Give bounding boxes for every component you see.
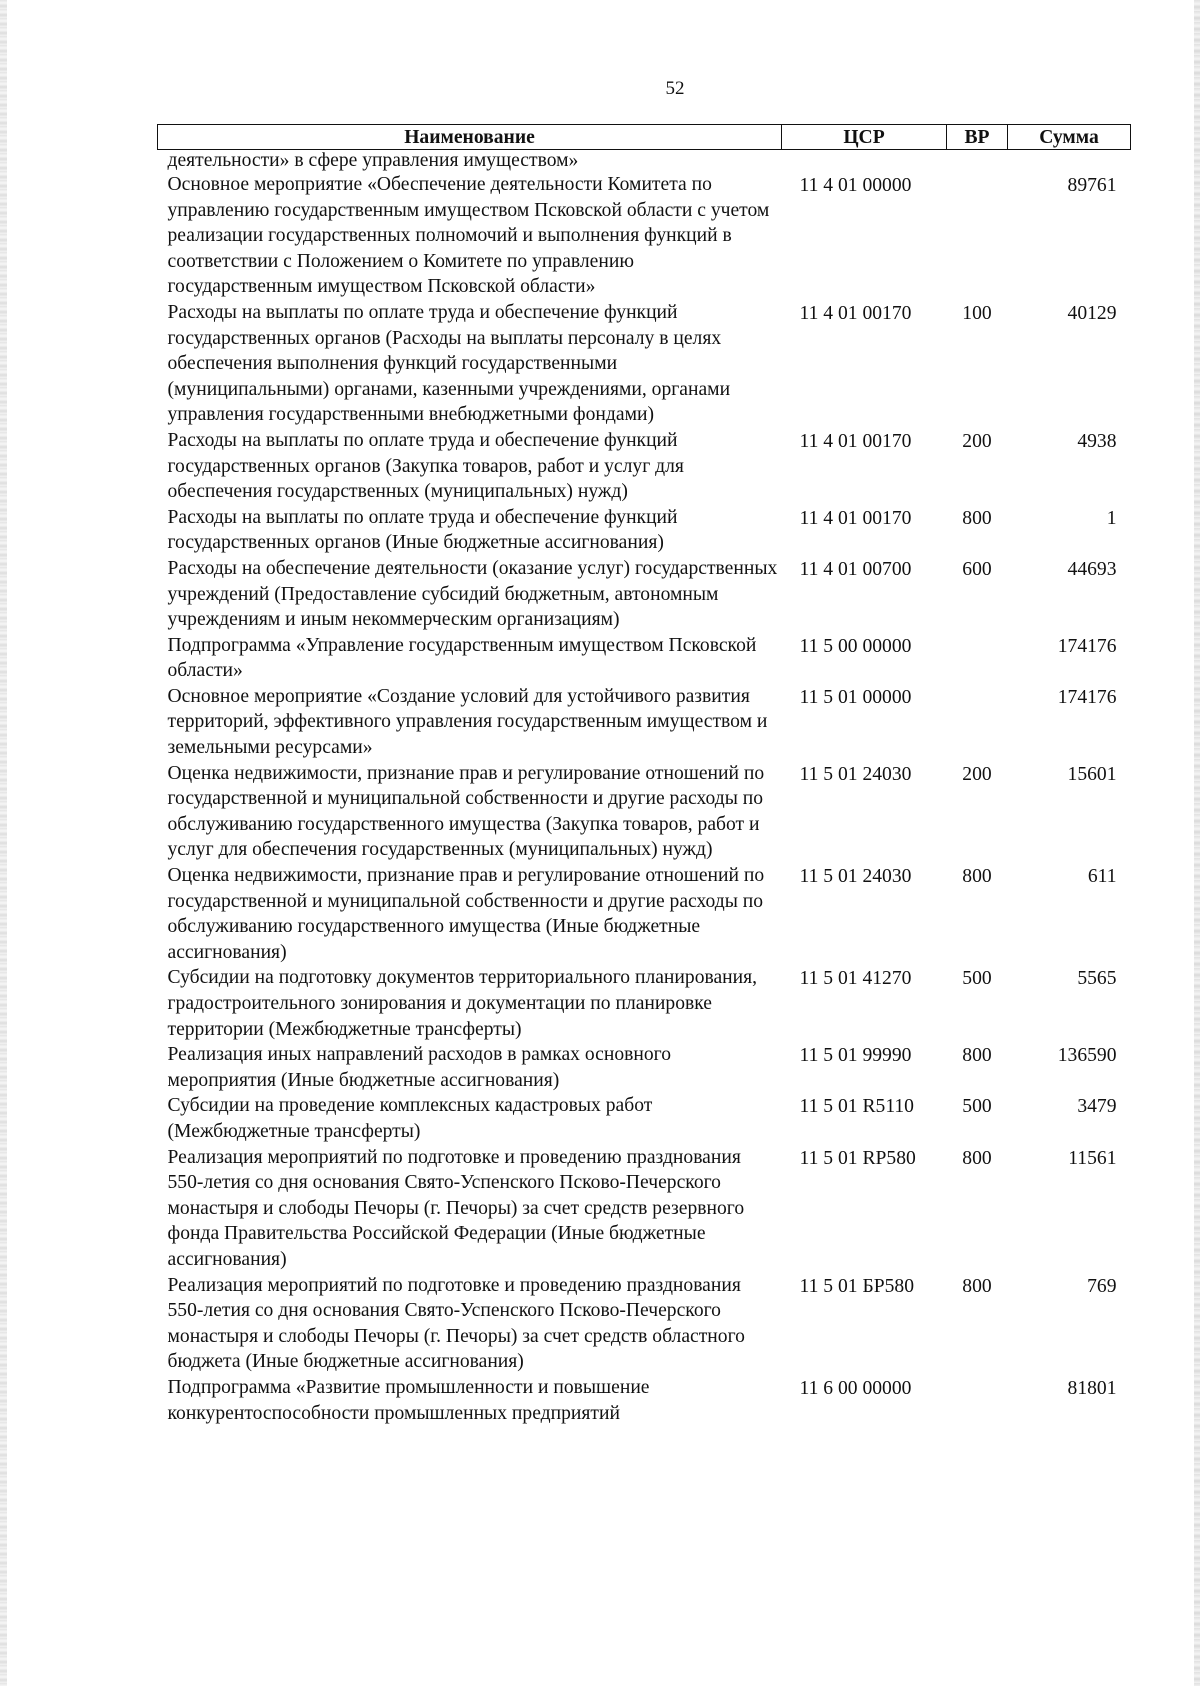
table-body xyxy=(158,150,1131,1427)
row-csr: 11 5 01 24030 xyxy=(799,763,912,785)
row-name: Расходы на выплаты по оплате труда и обеспечение функций государственных органов (Расходы на выплаты персоналу в целях обеспечения выполнения функций государственными (муниципальными) органами, казенными учреждениями, органами управления государственными внебюджетными фондами) xyxy=(167,301,731,426)
row-csr: 11 4 01 00000 xyxy=(799,175,912,196)
row-name: Расходы на выплаты по оплате труда и обеспечение функций государственных органов (Иные бюджетные ассигнования) xyxy=(167,506,678,554)
table-row xyxy=(158,1375,1131,1426)
row-vr: 500 xyxy=(962,1096,992,1118)
row-csr: 11 5 01 R5110 xyxy=(799,1096,914,1118)
budget-table xyxy=(157,124,1131,1426)
row-sum: 40129 xyxy=(1067,302,1117,324)
row-vr: 800 xyxy=(962,866,992,888)
row-name: Оценка недвижимости, признание прав и регулирование отношений по государственной и муниципальной собственности и другие расходы по обслуживанию государственного имущества (Закупка товаров, работ и услуг для обеспечения государственных (муниципальных) нужд) xyxy=(167,762,765,861)
row-csr: 11 5 01 99990 xyxy=(799,1045,912,1067)
table-row xyxy=(158,684,1131,761)
table-header xyxy=(158,125,1131,150)
row-sum: 44693 xyxy=(1067,558,1117,580)
row-vr: 200 xyxy=(962,430,992,452)
row-sum: 1 xyxy=(1106,507,1117,529)
row-name: Реализация мероприятий по подготовке и проведению празднования 550-летия со дня основания Свято-Успенского Псково-Печерского монастыря и слободы Печоры (г. Печоры) за счет средств областного бюджета (Иные бюджетные ассигнования) xyxy=(167,1274,745,1373)
row-vr: 600 xyxy=(962,558,992,580)
table-row xyxy=(158,761,1131,863)
row-sum: 769 xyxy=(1087,1275,1117,1297)
row-name: деятельности» в сфере управления имуществом» xyxy=(167,150,579,171)
row-name: Расходы на обеспечение деятельности (оказание услуг) государственных учреждений (Предоставление субсидий бюджетным, автономным учреждениям и иным некоммерческим организациям) xyxy=(167,557,778,631)
row-sum: 11561 xyxy=(1068,1147,1117,1169)
row-vr: 800 xyxy=(962,507,992,529)
row-name: Субсидии на подготовку документов территориального планирования, градостроительного зонирования и документации по планировке территории (Межбюджетные трансферты) xyxy=(167,967,758,1040)
row-sum: 4938 xyxy=(1077,430,1117,452)
table-row xyxy=(158,172,1131,300)
row-csr: 11 5 00 00000 xyxy=(799,635,912,657)
table-row xyxy=(158,1273,1131,1375)
row-sum: 81801 xyxy=(1067,1377,1117,1399)
scan-edge-right xyxy=(1194,0,1200,1686)
row-vr xyxy=(947,150,1008,173)
row-vr: 100 xyxy=(962,302,992,324)
table-row xyxy=(158,1145,1131,1273)
row-name: Основное мероприятие «Создание условий для устойчивого развития территорий, эффективного управления государственным имуществом и земельными ресурсами» xyxy=(167,685,768,759)
row-sum: 136590 xyxy=(1057,1045,1117,1067)
row-csr: 11 4 01 00700 xyxy=(799,558,912,580)
table-row xyxy=(158,556,1131,633)
table-row xyxy=(158,150,1131,173)
page-number: 52 xyxy=(665,78,685,99)
row-csr: 11 5 01 БР580 xyxy=(799,1275,914,1297)
table-row xyxy=(158,300,1131,428)
table-row xyxy=(158,965,1131,1042)
row-sum: 5565 xyxy=(1077,968,1117,990)
row-sum: 15601 xyxy=(1067,763,1117,785)
row-name: Оценка недвижимости, признание прав и регулирование отношений по государственной и муниципальной собственности и другие расходы по обслуживанию государственного имущества (Иные бюджетные ассигнования) xyxy=(167,865,765,963)
row-vr: 800 xyxy=(962,1045,992,1067)
header-sum: Сумма xyxy=(1008,125,1131,150)
row-name: Подпрограмма «Развитие промышленности и повышение конкурентоспособности промышленных предприятий xyxy=(167,1376,650,1424)
table-row xyxy=(158,863,1131,965)
row-sum: 174176 xyxy=(1057,686,1117,708)
table-row xyxy=(158,505,1131,556)
row-csr: 11 6 00 00000 xyxy=(799,1377,912,1399)
row-vr: 200 xyxy=(962,763,992,785)
header-csr: ЦСР xyxy=(782,125,947,150)
row-vr xyxy=(947,633,1008,684)
row-csr: 11 4 01 00170 xyxy=(799,430,912,452)
table-row xyxy=(158,428,1131,505)
row-vr xyxy=(947,684,1008,761)
row-vr: 800 xyxy=(962,1147,992,1169)
row-name: Расходы на выплаты по оплате труда и обеспечение функций государственных органов (Закупка товаров, работ и услуг для обеспечения государственных (муниципальных) нужд) xyxy=(167,429,684,503)
row-sum: 3479 xyxy=(1077,1096,1117,1118)
row-csr: 11 5 01 41270 xyxy=(799,968,912,990)
budget-table-container xyxy=(157,124,1130,1426)
row-name: Реализация мероприятий по подготовке и проведению празднования 550-летия со дня основания Свято-Успенского Псково-Печерского монастыря и слободы Печоры (г. Печоры) за счет средств резервного фонда Правительства Российской Федерации (Иные бюджетные ассигнования) xyxy=(167,1146,745,1270)
row-vr: 500 xyxy=(962,968,992,990)
row-vr xyxy=(947,1375,1008,1426)
row-csr xyxy=(782,150,947,173)
row-csr: 11 5 01 RP580 xyxy=(799,1147,916,1169)
row-csr: 11 4 01 00170 xyxy=(799,302,912,324)
table-row xyxy=(158,633,1131,684)
row-name: Реализация иных направлений расходов в рамках основного мероприятия (Иные бюджетные ассигнования) xyxy=(167,1044,672,1091)
row-csr: 11 4 01 00170 xyxy=(799,507,912,529)
header-row xyxy=(158,125,1131,150)
scan-edge-left xyxy=(0,0,7,1686)
row-sum xyxy=(1008,150,1131,173)
row-vr xyxy=(947,172,1008,300)
table-row xyxy=(158,1093,1131,1144)
row-sum: 174176 xyxy=(1057,635,1117,657)
row-csr: 11 5 01 24030 xyxy=(799,866,912,888)
table-row xyxy=(158,1042,1131,1093)
header-vr: ВР xyxy=(947,125,1008,150)
row-sum: 611 xyxy=(1087,866,1117,888)
header-name: Наименование xyxy=(158,125,782,150)
row-sum: 89761 xyxy=(1067,175,1117,196)
row-vr: 800 xyxy=(962,1275,992,1297)
row-name: Подпрограмма «Управление государственным имуществом Псковской области» xyxy=(167,634,757,682)
row-name: Субсидии на проведение комплексных кадастровых работ (Межбюджетные трансферты) xyxy=(167,1095,653,1142)
row-name: Основное мероприятие «Обеспечение деятельности Комитета по управлению государственным имуществом Псковской области с учетом реализации государственных полномочий и выполнения функций в соответствии с Положением о Комитете по управлению государственным имуществом Псковской области» xyxy=(167,174,770,298)
row-csr: 11 5 01 00000 xyxy=(799,686,912,708)
